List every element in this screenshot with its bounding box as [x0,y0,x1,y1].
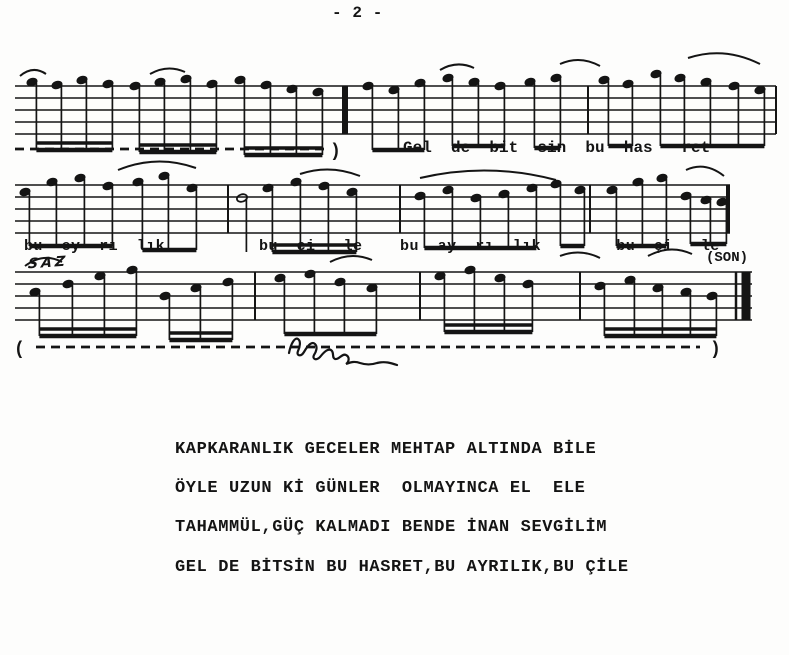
lyric-line-1: Gel de bit sin bu has ret [403,139,711,157]
svg-text:): ) [710,340,721,360]
svg-text:(: ( [14,340,25,360]
poem-line: KAPKARANLIK GECELER MEHTAP ALTINDA BİLE [175,440,597,459]
poem-line: TAHAMMÜL,GÜÇ KALMADI BENDE İNAN SEVGİLİM [175,518,608,537]
poem-line: ÖYLE UZUN Kİ GÜNLER OLMAYINCA EL ELE [175,479,586,498]
saz-annotation: SAZ [27,253,69,273]
poem-line: GEL DE BİTSİN BU HASRET,BU AYRILIK,BU ÇİLE [175,558,629,577]
page-number: - 2 - [332,4,384,22]
lyric-line-2: bu ey rı lık bu çi le bu ay rı lık bu çi le [24,238,720,255]
son-label: (SON) [706,250,749,266]
svg-text:): ) [330,142,341,162]
